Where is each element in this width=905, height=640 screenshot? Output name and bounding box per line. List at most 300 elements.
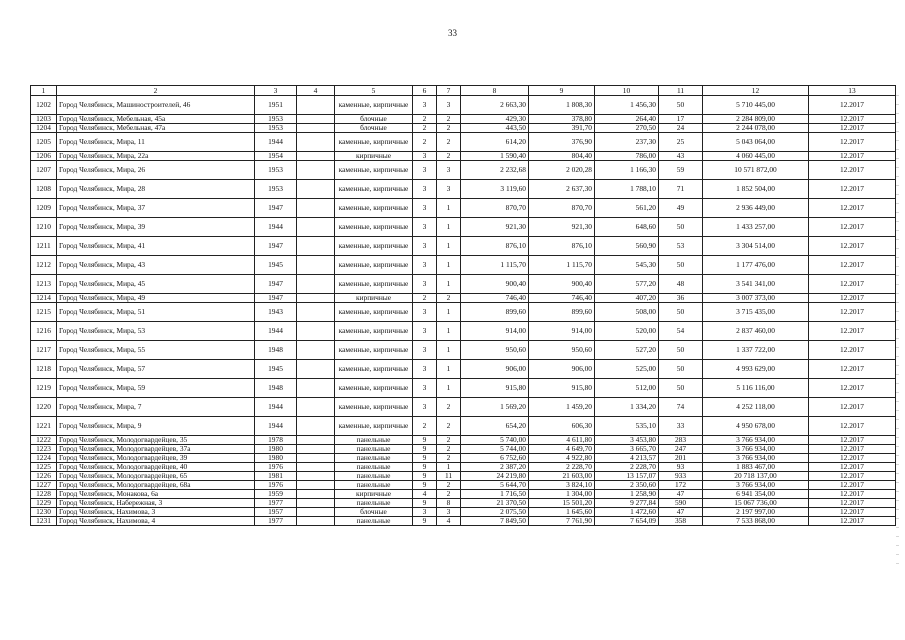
table-row	[31, 490, 896, 499]
year-cell: 1959	[255, 490, 297, 499]
table-row	[31, 445, 896, 454]
address-cell: Город Челябинск, Мира, 39	[57, 218, 255, 237]
wall-material-cell: панельные	[335, 445, 413, 454]
cost-cell: 4 252 118,00	[703, 398, 809, 417]
living-area-cell: 535,10	[595, 417, 659, 436]
entrances-cell: 11	[437, 472, 461, 481]
table-row	[31, 341, 896, 360]
living-area-cell: 13 157,07	[595, 472, 659, 481]
floors-cell: 3	[413, 508, 437, 517]
area-cell: 4 922,80	[529, 454, 595, 463]
entrances-cell: 3	[437, 96, 461, 115]
cost-cell: 15 067 736,00	[703, 499, 809, 508]
table-row	[31, 417, 896, 436]
date-cell: 12.2017	[809, 517, 896, 526]
area-cell: 746,40	[529, 294, 595, 303]
column-4-cell	[297, 133, 335, 152]
date-cell: 12.2017	[809, 303, 896, 322]
column-4-cell	[297, 303, 335, 322]
date-cell: 12.2017	[809, 124, 896, 133]
cost-cell: 5 116 116,00	[703, 379, 809, 398]
column-4-cell	[297, 96, 335, 115]
address-cell: Город Челябинск, Мира, 11	[57, 133, 255, 152]
address-cell: Город Челябинск, Мира, 49	[57, 294, 255, 303]
living-area-cell: 648,60	[595, 218, 659, 237]
entrances-cell: 2	[437, 124, 461, 133]
row-number-cell: 1231	[31, 517, 57, 526]
area-cell: 914,00	[529, 322, 595, 341]
area-cell: 950,60	[529, 341, 595, 360]
address-cell: Город Челябинск, Мира, 22а	[57, 152, 255, 161]
total-area-cell: 443,50	[461, 124, 529, 133]
column-4-cell	[297, 379, 335, 398]
row-number-cell: 1219	[31, 379, 57, 398]
total-area-cell: 950,60	[461, 341, 529, 360]
column-4-cell	[297, 454, 335, 463]
wall-material-cell: панельные	[335, 481, 413, 490]
address-cell: Город Челябинск, Мира, 51	[57, 303, 255, 322]
date-cell: 12.2017	[809, 490, 896, 499]
column-number-11: 11	[659, 86, 703, 96]
address-cell: Город Челябинск, Мира, 9	[57, 417, 255, 436]
wall-material-cell: каменные, кирпичные	[335, 360, 413, 379]
row-number-cell: 1215	[31, 303, 57, 322]
wall-material-cell: панельные	[335, 517, 413, 526]
date-cell: 12.2017	[809, 237, 896, 256]
area-cell: 915,80	[529, 379, 595, 398]
entrances-cell: 1	[437, 322, 461, 341]
column-4-cell	[297, 472, 335, 481]
living-area-cell: 3 665,70	[595, 445, 659, 454]
table-row	[31, 508, 896, 517]
column-4-cell	[297, 218, 335, 237]
residents-cell: 54	[659, 322, 703, 341]
table-row	[31, 199, 896, 218]
living-area-cell: 270,50	[595, 124, 659, 133]
total-area-cell: 876,10	[461, 237, 529, 256]
residents-cell: 17	[659, 115, 703, 124]
row-number-cell: 1227	[31, 481, 57, 490]
residents-cell: 25	[659, 133, 703, 152]
floors-cell: 3	[413, 341, 437, 360]
living-area-cell: 7 654,09	[595, 517, 659, 526]
date-cell: 12.2017	[809, 463, 896, 472]
year-cell: 1945	[255, 256, 297, 275]
year-cell: 1947	[255, 294, 297, 303]
address-cell: Город Челябинск, Молодогвардейцев, 40	[57, 463, 255, 472]
residents-cell: 283	[659, 436, 703, 445]
cost-cell: 3 766 934,00	[703, 445, 809, 454]
area-cell: 7 761,90	[529, 517, 595, 526]
year-cell: 1947	[255, 275, 297, 294]
year-cell: 1944	[255, 218, 297, 237]
cost-cell: 3 766 934,00	[703, 454, 809, 463]
table-row	[31, 152, 896, 161]
date-cell: 12.2017	[809, 508, 896, 517]
row-number-cell: 1212	[31, 256, 57, 275]
year-cell: 1943	[255, 303, 297, 322]
area-cell: 1 459,20	[529, 398, 595, 417]
entrances-cell: 1	[437, 360, 461, 379]
year-cell: 1953	[255, 124, 297, 133]
floors-cell: 3	[413, 96, 437, 115]
row-number-cell: 1203	[31, 115, 57, 124]
row-number-cell: 1207	[31, 161, 57, 180]
cost-cell: 2 197 997,00	[703, 508, 809, 517]
living-area-cell: 264,40	[595, 115, 659, 124]
row-number-cell: 1214	[31, 294, 57, 303]
total-area-cell: 1 590,40	[461, 152, 529, 161]
floors-cell: 9	[413, 454, 437, 463]
row-number-cell: 1223	[31, 445, 57, 454]
wall-material-cell: каменные, кирпичные	[335, 417, 413, 436]
address-cell: Город Челябинск, Молодогвардейцев, 65	[57, 472, 255, 481]
total-area-cell: 654,20	[461, 417, 529, 436]
floors-cell: 3	[413, 199, 437, 218]
row-number-cell: 1229	[31, 499, 57, 508]
living-area-cell: 525,00	[595, 360, 659, 379]
date-cell: 12.2017	[809, 481, 896, 490]
floors-cell: 3	[413, 161, 437, 180]
column-number-13: 13	[809, 86, 896, 96]
living-area-cell: 1 472,60	[595, 508, 659, 517]
residents-cell: 50	[659, 256, 703, 275]
row-number-cell: 1222	[31, 436, 57, 445]
residents-cell: 43	[659, 152, 703, 161]
total-area-cell: 24 219,80	[461, 472, 529, 481]
table-body	[31, 96, 896, 526]
entrances-cell: 1	[437, 237, 461, 256]
address-cell: Город Челябинск, Молодогвардейцев, 68а	[57, 481, 255, 490]
date-cell: 12.2017	[809, 180, 896, 199]
entrances-cell: 1	[437, 341, 461, 360]
year-cell: 1944	[255, 133, 297, 152]
total-area-cell: 2 387,20	[461, 463, 529, 472]
column-number-10: 10	[595, 86, 659, 96]
table-row	[31, 436, 896, 445]
address-cell: Город Челябинск, Нахимова, 3	[57, 508, 255, 517]
area-cell: 2 228,70	[529, 463, 595, 472]
column-4-cell	[297, 256, 335, 275]
date-cell: 12.2017	[809, 499, 896, 508]
table-row	[31, 256, 896, 275]
residents-cell: 47	[659, 490, 703, 499]
area-cell: 391,70	[529, 124, 595, 133]
living-area-cell: 786,00	[595, 152, 659, 161]
cost-cell: 4 950 678,00	[703, 417, 809, 436]
area-cell: 900,40	[529, 275, 595, 294]
row-number-cell: 1205	[31, 133, 57, 152]
residents-cell: 93	[659, 463, 703, 472]
floors-cell: 9	[413, 481, 437, 490]
table-row	[31, 398, 896, 417]
living-area-cell: 1 456,30	[595, 96, 659, 115]
floors-cell: 9	[413, 499, 437, 508]
residents-cell: 50	[659, 218, 703, 237]
entrances-cell: 1	[437, 218, 461, 237]
floors-cell: 3	[413, 398, 437, 417]
column-number-7: 7	[437, 86, 461, 96]
area-cell: 4 649,70	[529, 445, 595, 454]
column-number-9: 9	[529, 86, 595, 96]
column-4-cell	[297, 341, 335, 360]
total-area-cell: 2 075,50	[461, 508, 529, 517]
living-area-cell: 512,00	[595, 379, 659, 398]
living-area-cell: 9 277,84	[595, 499, 659, 508]
column-4-cell	[297, 124, 335, 133]
area-cell: 906,00	[529, 360, 595, 379]
cost-cell: 3 007 373,00	[703, 294, 809, 303]
table-row	[31, 360, 896, 379]
date-cell: 12.2017	[809, 161, 896, 180]
residents-cell: 50	[659, 341, 703, 360]
year-cell: 1953	[255, 115, 297, 124]
living-area-cell: 577,20	[595, 275, 659, 294]
date-cell: 12.2017	[809, 256, 896, 275]
entrances-cell: 4	[437, 517, 461, 526]
cost-cell: 3 715 435,00	[703, 303, 809, 322]
total-area-cell: 746,40	[461, 294, 529, 303]
date-cell: 12.2017	[809, 445, 896, 454]
total-area-cell: 429,30	[461, 115, 529, 124]
year-cell: 1947	[255, 199, 297, 218]
column-4-cell	[297, 445, 335, 454]
year-cell: 1944	[255, 398, 297, 417]
residents-cell: 50	[659, 379, 703, 398]
entrances-cell: 2	[437, 481, 461, 490]
total-area-cell: 2 663,30	[461, 96, 529, 115]
living-area-cell: 520,00	[595, 322, 659, 341]
address-cell: Город Челябинск, Машиностроителей, 46	[57, 96, 255, 115]
address-cell: Город Челябинск, Мебельная, 47а	[57, 124, 255, 133]
entrances-cell: 3	[437, 180, 461, 199]
address-cell: Город Челябинск, Монакова, 6а	[57, 490, 255, 499]
entrances-cell: 1	[437, 275, 461, 294]
address-cell: Город Челябинск, Молодогвардейцев, 39	[57, 454, 255, 463]
residents-cell: 590	[659, 499, 703, 508]
wall-material-cell: каменные, кирпичные	[335, 275, 413, 294]
wall-material-cell: каменные, кирпичные	[335, 303, 413, 322]
cost-cell: 3 541 341,00	[703, 275, 809, 294]
wall-material-cell: кирпичные	[335, 294, 413, 303]
cost-cell: 1 433 257,00	[703, 218, 809, 237]
year-cell: 1944	[255, 417, 297, 436]
wall-material-cell: каменные, кирпичные	[335, 199, 413, 218]
wall-material-cell: каменные, кирпичные	[335, 341, 413, 360]
address-cell: Город Челябинск, Молодогвардейцев, 37а	[57, 445, 255, 454]
area-cell: 870,70	[529, 199, 595, 218]
address-cell: Город Челябинск, Мира, 28	[57, 180, 255, 199]
year-cell: 1957	[255, 508, 297, 517]
housing-registry-table	[30, 85, 896, 526]
address-cell: Город Челябинск, Набережная, 3	[57, 499, 255, 508]
row-number-cell: 1230	[31, 508, 57, 517]
wall-material-cell: каменные, кирпичные	[335, 96, 413, 115]
address-cell: Город Челябинск, Мира, 7	[57, 398, 255, 417]
floors-cell: 2	[413, 417, 437, 436]
date-cell: 12.2017	[809, 379, 896, 398]
table-row	[31, 294, 896, 303]
year-cell: 1953	[255, 180, 297, 199]
year-cell: 1981	[255, 472, 297, 481]
column-4-cell	[297, 398, 335, 417]
floors-cell: 3	[413, 303, 437, 322]
entrances-cell: 1	[437, 199, 461, 218]
living-area-cell: 3 453,80	[595, 436, 659, 445]
row-number-cell: 1211	[31, 237, 57, 256]
column-4-cell	[297, 322, 335, 341]
date-cell: 12.2017	[809, 275, 896, 294]
row-number-cell: 1208	[31, 180, 57, 199]
address-cell: Город Челябинск, Мира, 43	[57, 256, 255, 275]
column-4-cell	[297, 517, 335, 526]
date-cell: 12.2017	[809, 322, 896, 341]
table-row	[31, 322, 896, 341]
total-area-cell: 5 740,00	[461, 436, 529, 445]
year-cell: 1951	[255, 96, 297, 115]
total-area-cell: 1 569,20	[461, 398, 529, 417]
row-number-cell: 1221	[31, 417, 57, 436]
floors-cell: 2	[413, 294, 437, 303]
total-area-cell: 914,00	[461, 322, 529, 341]
year-cell: 1953	[255, 161, 297, 180]
year-cell: 1978	[255, 436, 297, 445]
floors-cell: 2	[413, 124, 437, 133]
year-cell: 1980	[255, 454, 297, 463]
table-row	[31, 124, 896, 133]
date-cell: 12.2017	[809, 360, 896, 379]
residents-cell: 53	[659, 237, 703, 256]
year-cell: 1954	[255, 152, 297, 161]
wall-material-cell: блочные	[335, 124, 413, 133]
area-cell: 376,90	[529, 133, 595, 152]
table-row	[31, 275, 896, 294]
floors-cell: 3	[413, 152, 437, 161]
cost-cell: 2 244 078,00	[703, 124, 809, 133]
total-area-cell: 915,80	[461, 379, 529, 398]
living-area-cell: 545,30	[595, 256, 659, 275]
living-area-cell: 1 334,20	[595, 398, 659, 417]
table-row	[31, 481, 896, 490]
entrances-cell: 2	[437, 152, 461, 161]
row-number-cell: 1210	[31, 218, 57, 237]
wall-material-cell: каменные, кирпичные	[335, 161, 413, 180]
total-area-cell: 6 752,60	[461, 454, 529, 463]
residents-cell: 50	[659, 360, 703, 379]
page-number: 33	[448, 28, 457, 38]
living-area-cell: 4 213,57	[595, 454, 659, 463]
residents-cell: 49	[659, 199, 703, 218]
row-number-cell: 1226	[31, 472, 57, 481]
living-area-cell: 560,90	[595, 237, 659, 256]
residents-cell: 172	[659, 481, 703, 490]
wall-material-cell: каменные, кирпичные	[335, 322, 413, 341]
residents-cell: 24	[659, 124, 703, 133]
floors-cell: 2	[413, 133, 437, 152]
column-4-cell	[297, 436, 335, 445]
address-cell: Город Челябинск, Мира, 55	[57, 341, 255, 360]
floors-cell: 3	[413, 237, 437, 256]
wall-material-cell: панельные	[335, 472, 413, 481]
entrances-cell: 1	[437, 256, 461, 275]
entrances-cell: 2	[437, 398, 461, 417]
floors-cell: 3	[413, 218, 437, 237]
wall-material-cell: каменные, кирпичные	[335, 218, 413, 237]
wall-material-cell: каменные, кирпичные	[335, 256, 413, 275]
table-row	[31, 96, 896, 115]
date-cell: 12.2017	[809, 199, 896, 218]
floors-cell: 2	[413, 115, 437, 124]
date-cell: 12.2017	[809, 341, 896, 360]
area-cell: 378,80	[529, 115, 595, 124]
date-cell: 12.2017	[809, 398, 896, 417]
entrances-cell: 8	[437, 499, 461, 508]
living-area-cell: 1 166,30	[595, 161, 659, 180]
row-number-cell: 1218	[31, 360, 57, 379]
entrances-cell: 2	[437, 445, 461, 454]
address-cell: Город Челябинск, Мира, 45	[57, 275, 255, 294]
wall-material-cell: каменные, кирпичные	[335, 379, 413, 398]
address-cell: Город Челябинск, Мира, 57	[57, 360, 255, 379]
column-4-cell	[297, 275, 335, 294]
table-row	[31, 303, 896, 322]
living-area-cell: 1 258,90	[595, 490, 659, 499]
table-row	[31, 379, 896, 398]
year-cell: 1945	[255, 360, 297, 379]
area-cell: 2 637,30	[529, 180, 595, 199]
total-area-cell: 906,00	[461, 360, 529, 379]
floors-cell: 9	[413, 472, 437, 481]
address-cell: Город Челябинск, Мира, 26	[57, 161, 255, 180]
area-cell: 804,40	[529, 152, 595, 161]
cost-cell: 6 941 354,00	[703, 490, 809, 499]
row-number-cell: 1217	[31, 341, 57, 360]
date-cell: 12.2017	[809, 417, 896, 436]
address-cell: Город Челябинск, Мира, 53	[57, 322, 255, 341]
column-4-cell	[297, 237, 335, 256]
cost-cell: 4 060 445,00	[703, 152, 809, 161]
column-4-cell	[297, 499, 335, 508]
floors-cell: 3	[413, 275, 437, 294]
floors-cell: 3	[413, 256, 437, 275]
cost-cell: 1 852 504,00	[703, 180, 809, 199]
table-row	[31, 115, 896, 124]
address-cell: Город Челябинск, Молодогвардейцев, 35	[57, 436, 255, 445]
residents-cell: 933	[659, 472, 703, 481]
table-row	[31, 463, 896, 472]
wall-material-cell: кирпичные	[335, 152, 413, 161]
row-number-cell: 1224	[31, 454, 57, 463]
living-area-cell: 407,20	[595, 294, 659, 303]
row-number-cell: 1220	[31, 398, 57, 417]
year-cell: 1977	[255, 499, 297, 508]
total-area-cell: 921,30	[461, 218, 529, 237]
total-area-cell: 2 232,68	[461, 161, 529, 180]
wall-material-cell: каменные, кирпичные	[335, 133, 413, 152]
total-area-cell: 900,40	[461, 275, 529, 294]
wall-material-cell: каменные, кирпичные	[335, 237, 413, 256]
column-4-cell	[297, 463, 335, 472]
living-area-cell: 561,20	[595, 199, 659, 218]
column-number-2: 2	[57, 86, 255, 96]
table-row	[31, 237, 896, 256]
wall-material-cell: кирпичные	[335, 490, 413, 499]
total-area-cell: 1 115,70	[461, 256, 529, 275]
column-4-cell	[297, 294, 335, 303]
area-cell: 606,30	[529, 417, 595, 436]
column-4-cell	[297, 360, 335, 379]
wall-material-cell: панельные	[335, 454, 413, 463]
